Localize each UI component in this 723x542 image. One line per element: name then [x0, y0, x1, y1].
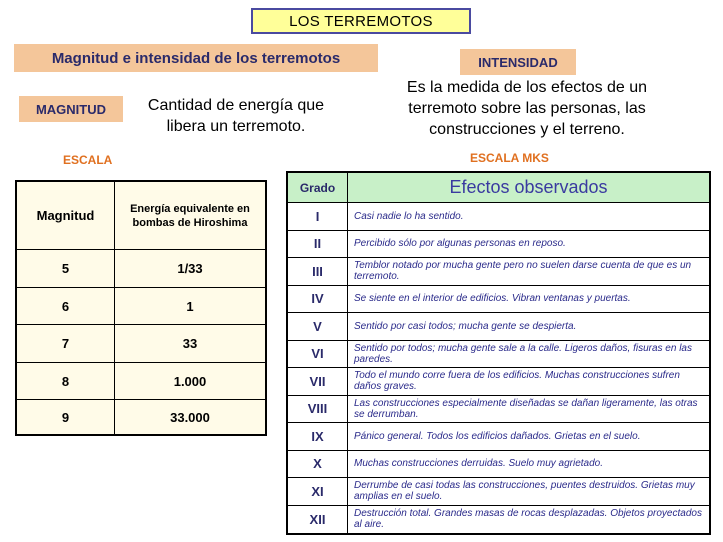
energy-cell: 33: [115, 325, 265, 363]
grado-cell: X: [288, 451, 348, 479]
efecto-cell: Sentido por todos; mucha gente sale a la calle. Ligeros daños, fisuras en las paredes.: [348, 341, 709, 369]
efecto-cell: Pánico general. Todos los edificios dañados. Grietas en el suelo.: [348, 423, 709, 451]
magnitud-label: MAGNITUD: [19, 96, 123, 122]
intensidad-definition: Es la medida de los efectos de un terremoto sobre las personas, las construcciones y el terreno.: [406, 79, 648, 138]
section-subtitle: Magnitud e intensidad de los terremotos: [14, 44, 378, 72]
grado-cell: XI: [288, 478, 348, 506]
magnitude-table: [15, 180, 267, 436]
magnitude-cell: 5: [17, 250, 115, 288]
magnitud-definition: Cantidad de energía que libera un terremoto.: [147, 97, 325, 135]
efecto-cell: Destrucción total. Grandes masas de rocas desplazadas. Objetos proyectados al aire.: [348, 506, 709, 534]
grado-cell: IX: [288, 423, 348, 451]
grado-cell: VI: [288, 341, 348, 369]
efecto-cell: Sentido por casi todos; mucha gente se despierta.: [348, 313, 709, 341]
energy-cell: 1.000: [115, 363, 265, 400]
mks-table: [286, 171, 711, 535]
efecto-cell: Percibido sólo por algunas personas en reposo.: [348, 231, 709, 259]
magnitude-cell: 8: [17, 363, 115, 400]
efectos-header: Efectos observados: [348, 173, 709, 203]
efecto-cell: Muchas construcciones derruidas. Suelo muy agrietado.: [348, 451, 709, 479]
energy-cell: 1: [115, 288, 265, 325]
magnitude-cell: 7: [17, 325, 115, 363]
efecto-cell: Todo el mundo corre fuera de los edificios. Muchas construcciones sufren daños graves.: [348, 368, 709, 396]
grado-cell: II: [288, 231, 348, 259]
intensidad-label: INTENSIDAD: [460, 49, 576, 75]
efecto-cell: Las construcciones especialmente diseñadas se dañan ligeramente, las otras se derrumban.: [348, 396, 709, 424]
efecto-cell: Temblor notado por mucha gente pero no suelen darse cuenta de que es un terremoto.: [348, 258, 709, 286]
grado-cell: I: [288, 203, 348, 231]
grado-header: Grado: [288, 173, 348, 203]
page-title: LOS TERREMOTOS: [251, 8, 471, 34]
energy-cell: 1/33: [115, 250, 265, 288]
efecto-cell: Casi nadie lo ha sentido.: [348, 203, 709, 231]
efecto-cell: Se siente en el interior de edificios. Vibran ventanas y puertas.: [348, 286, 709, 314]
grado-cell: VII: [288, 368, 348, 396]
magnitude-table-header: Magnitud: [17, 182, 115, 250]
escala-label: ESCALA: [63, 153, 113, 167]
grado-cell: V: [288, 313, 348, 341]
grado-cell: III: [288, 258, 348, 286]
magnitude-cell: 6: [17, 288, 115, 325]
grado-cell: VIII: [288, 396, 348, 424]
efecto-cell: Derrumbe de casi todas las construcciones, puentes destruidos. Grietas muy amplias en el suelo.: [348, 478, 709, 506]
grado-cell: XII: [288, 506, 348, 534]
energy-cell: 33.000: [170, 409, 210, 425]
magnitude-cell: 9: [17, 400, 115, 434]
grado-cell: IV: [288, 286, 348, 314]
escala-mks-label: ESCALA MKS: [470, 151, 549, 165]
energy-table-header: Energía equivalente en bombas de Hiroshima: [115, 182, 265, 250]
